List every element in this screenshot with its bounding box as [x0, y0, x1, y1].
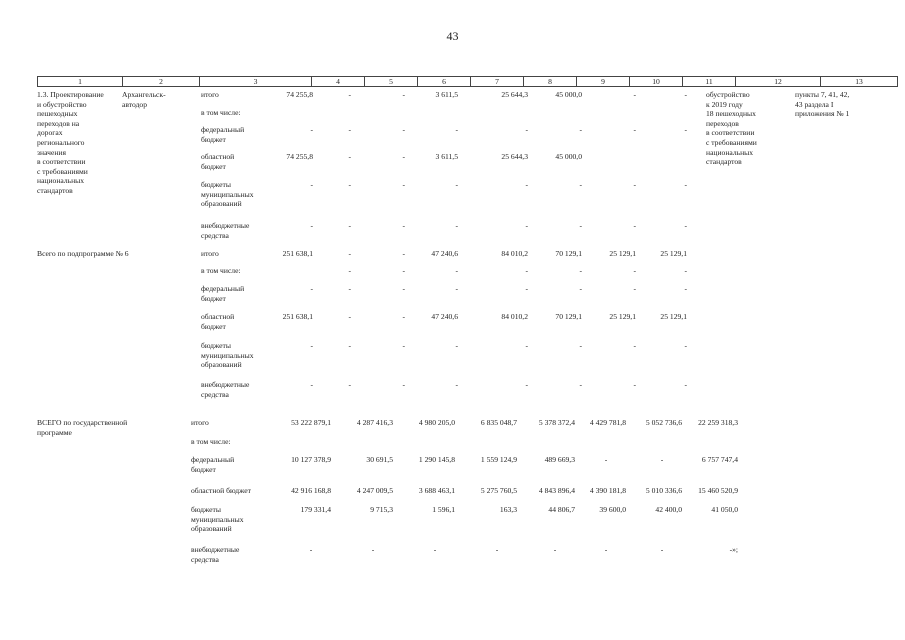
budget-value: - [684, 266, 687, 275]
funding-source-label: муниципальных [191, 514, 244, 524]
reference-line: пункты 7, 41, 42, [795, 90, 850, 99]
budget-value: 3 611,5 [435, 90, 458, 99]
executor-line: Архангельск- [122, 90, 166, 99]
budget-value: 4 390 181,8 [589, 486, 626, 495]
budget-value: - [402, 266, 405, 275]
budget-value: - [348, 341, 351, 350]
budget-value: 1 596,1 [432, 505, 455, 514]
budget-value: - [455, 284, 458, 293]
expected-result-line: с требованиями [706, 138, 757, 147]
budget-value: - [684, 180, 687, 189]
budget-value: - [633, 380, 636, 389]
column-number: 10 [630, 77, 683, 87]
funding-source-label: итого [201, 249, 219, 258]
budget-value: - [348, 284, 351, 293]
budget-value: - [310, 341, 313, 350]
budget-value: 251 638,1 [282, 249, 313, 258]
funding-source-label: внебюджетные [191, 545, 240, 554]
budget-value: - [348, 266, 351, 275]
budget-value: - [633, 125, 636, 134]
budget-value: - [579, 125, 582, 134]
budget-value: - [525, 180, 528, 189]
budget-value: 39 600,0 [599, 505, 626, 514]
funding-source-label: внебюджетные [201, 380, 250, 389]
executor-line: автодор [122, 99, 148, 109]
budget-value: - [684, 284, 687, 293]
budget-value: - [579, 341, 582, 350]
budget-value: 10 127 378,9 [291, 455, 331, 464]
budget-value: - [402, 152, 405, 161]
budget-value: - [402, 341, 405, 350]
budget-value: - [604, 455, 608, 464]
budget-value: 4 980 205,0 [418, 418, 455, 427]
budget-value: - [579, 221, 582, 230]
budget-value: 4 247 009,5 [356, 486, 393, 495]
budget-value: 6 757 747,4 [701, 455, 738, 464]
budget-value: 25 129,1 [660, 249, 687, 258]
budget-value: 70 129,1 [555, 249, 582, 258]
budget-value: 25 644,3 [501, 90, 528, 99]
budget-value: 5 010 336,6 [645, 486, 682, 495]
budget-value: - [402, 284, 405, 293]
budget-value: - [310, 284, 313, 293]
funding-source-label: бюджеты [201, 341, 231, 350]
budget-value: 15 460 520,9 [698, 486, 738, 495]
funding-source-label: средства [201, 230, 229, 240]
expected-result-line: стандартов [706, 157, 742, 167]
measure-name-line: и обустройство [37, 99, 87, 109]
column-number: 6 [418, 77, 471, 87]
budget-value: - [402, 90, 405, 99]
budget-value: - [455, 380, 458, 389]
expected-result-line: в соответствии [706, 128, 755, 138]
budget-value: 74 255,8 [286, 90, 313, 99]
budget-value: -»; [729, 545, 738, 554]
budget-value: 3 688 463,1 [418, 486, 455, 495]
budget-value: 41 050,0 [711, 505, 738, 514]
budget-value: - [402, 312, 405, 321]
funding-source-label: бюджеты [191, 505, 221, 514]
budget-value: - [433, 545, 437, 554]
measure-name-line: регионального [37, 138, 85, 147]
funding-source-label: федеральный [201, 284, 245, 293]
budget-value: - [684, 341, 687, 350]
budget-value: - [348, 125, 351, 134]
program-total-title: программе [37, 427, 72, 437]
budget-value: - [579, 180, 582, 189]
column-header-row [37, 76, 898, 87]
budget-value: - [348, 221, 351, 230]
funding-source-label: средства [191, 554, 219, 564]
funding-source-label: областной [201, 152, 235, 161]
budget-value: 9 715,3 [370, 505, 393, 514]
budget-value: 45 000,0 [555, 152, 582, 161]
budget-value: - [684, 90, 687, 99]
measure-name-line: значения [37, 147, 66, 157]
measure-name-line: с требованиями [37, 166, 88, 176]
budget-value: - [402, 249, 405, 258]
reference-line: 43 раздела I [795, 99, 834, 109]
column-number: 12 [736, 77, 821, 87]
column-number: 5 [365, 77, 418, 87]
funding-source-label: в том числе: [191, 437, 231, 446]
funding-source-label: средства [201, 389, 229, 399]
budget-value: - [525, 380, 528, 389]
budget-value: 179 331,4 [300, 505, 331, 514]
column-number: 7 [471, 77, 524, 87]
budget-value: 42 400,0 [655, 505, 682, 514]
budget-value: - [310, 380, 313, 389]
budget-value: 84 010,2 [501, 312, 528, 321]
budget-value: - [660, 455, 664, 464]
budget-value: - [633, 180, 636, 189]
budget-value: 25 129,1 [609, 249, 636, 258]
funding-source-label: бюджет [201, 321, 226, 331]
budget-value: - [310, 180, 313, 189]
budget-value: 1 290 145,8 [418, 455, 455, 464]
budget-value: 53 222 879,1 [291, 418, 331, 427]
budget-value: 25 129,1 [609, 312, 636, 321]
budget-value: 5 378 372,4 [538, 418, 575, 427]
budget-value: 25 644,3 [501, 152, 528, 161]
budget-value: - [579, 380, 582, 389]
budget-value: - [348, 249, 351, 258]
column-number: 8 [524, 77, 577, 87]
budget-value: - [525, 341, 528, 350]
budget-value: - [348, 90, 351, 99]
budget-value: 6 835 048,7 [480, 418, 517, 427]
funding-source-label: в том числе: [201, 108, 241, 117]
budget-value: - [371, 545, 375, 554]
budget-value: - [633, 90, 636, 99]
column-number: 1 [38, 77, 123, 87]
budget-value: 3 611,5 [435, 152, 458, 161]
budget-value: - [684, 221, 687, 230]
budget-value: - [402, 221, 405, 230]
program-total-title: ВСЕГО по государственной [37, 418, 128, 427]
budget-value: 47 240,6 [431, 312, 458, 321]
page-number: 43 [446, 29, 459, 43]
funding-source-label: образований [191, 524, 232, 534]
funding-source-label: итого [201, 90, 219, 99]
budget-value: 47 240,6 [431, 249, 458, 258]
funding-source-label: образований [201, 199, 242, 209]
column-number: 13 [821, 77, 898, 87]
expected-result-line: национальных [706, 147, 754, 157]
column-number: 3 [200, 77, 312, 87]
budget-value: 74 255,8 [286, 152, 313, 161]
budget-value: 163,3 [499, 505, 517, 514]
budget-value: 25 129,1 [660, 312, 687, 321]
budget-value: - [348, 312, 351, 321]
funding-source-label: бюджет [201, 161, 226, 171]
budget-value: - [633, 221, 636, 230]
measure-name-line: 1.3. Проектирование [37, 90, 104, 99]
budget-value: - [455, 341, 458, 350]
funding-source-label: внебюджетные [201, 221, 250, 230]
budget-value: - [684, 380, 687, 389]
funding-source-label: итого [191, 418, 209, 427]
budget-value: - [553, 545, 557, 554]
budget-value: - [684, 125, 687, 134]
measure-name-line: пешеходных [37, 109, 78, 119]
budget-value: - [660, 545, 664, 554]
budget-value: 489 669,3 [544, 455, 575, 464]
budget-value: - [633, 341, 636, 350]
budget-value: - [579, 266, 582, 275]
measure-name-line: стандартов [37, 186, 73, 195]
funding-source-label: областной [201, 312, 235, 321]
budget-value: - [310, 221, 313, 230]
column-number: 9 [577, 77, 630, 87]
expected-result-line: к 2019 году [706, 99, 743, 109]
funding-source-label: муниципальных [201, 350, 254, 360]
budget-value: - [402, 380, 405, 389]
expected-result-line: обустройство [706, 90, 750, 99]
funding-source-label: областной бюджет [191, 486, 251, 495]
funding-source-label: федеральный [191, 455, 235, 464]
budget-value: 84 010,2 [501, 249, 528, 258]
budget-value: - [348, 380, 351, 389]
budget-value: - [402, 125, 405, 134]
subprogram-total-title: Всего по подпрограмме № 6 [37, 249, 129, 258]
funding-source-label: бюджет [191, 464, 216, 474]
funding-source-label: бюджет [201, 134, 226, 144]
expected-result-line: 18 пешеходных [706, 109, 756, 119]
budget-value: 5 275 760,5 [480, 486, 517, 495]
reference-line: приложения № 1 [795, 109, 850, 119]
budget-value: - [455, 125, 458, 134]
measure-name-line: в соответствии [37, 157, 86, 167]
budget-value: - [455, 266, 458, 275]
column-number: 4 [312, 77, 365, 87]
budget-value: - [525, 284, 528, 293]
budget-value: - [579, 284, 582, 293]
budget-value: - [402, 180, 405, 189]
funding-source-label: муниципальных [201, 189, 254, 199]
budget-value: - [455, 221, 458, 230]
budget-value: 70 129,1 [555, 312, 582, 321]
budget-value: 1 559 124,9 [480, 455, 517, 464]
budget-value: - [348, 180, 351, 189]
budget-value: 44 806,7 [548, 505, 575, 514]
funding-source-label: бюджет [201, 293, 226, 303]
budget-value: - [495, 545, 499, 554]
budget-value: - [525, 221, 528, 230]
funding-source-label: образований [201, 360, 242, 370]
budget-value: 30 691,5 [366, 455, 393, 464]
budget-value: - [525, 266, 528, 275]
budget-value: 4 287 416,3 [356, 418, 393, 427]
funding-source-label: федеральный [201, 125, 245, 134]
budget-value: 5 052 736,6 [645, 418, 682, 427]
budget-value: - [633, 284, 636, 293]
measure-name-line: национальных [37, 176, 85, 186]
funding-source-label: бюджеты [201, 180, 231, 189]
budget-value: 4 429 781,8 [589, 418, 626, 427]
column-number: 2 [123, 77, 200, 87]
column-number: 11 [683, 77, 736, 87]
budget-value: - [348, 152, 351, 161]
budget-value: - [455, 180, 458, 189]
budget-value: 4 843 896,4 [538, 486, 575, 495]
measure-name-line: дорогах [37, 128, 63, 138]
budget-value: - [310, 125, 313, 134]
budget-value: 22 259 318,3 [698, 418, 738, 427]
measure-name-line: переходов на [37, 118, 80, 128]
funding-source-label: в том числе: [201, 266, 241, 275]
expected-result-line: переходов [706, 118, 739, 128]
budget-value: - [525, 125, 528, 134]
budget-value: - [604, 545, 608, 554]
budget-value: 45 000,0 [555, 90, 582, 99]
budget-value: 42 916 168,8 [291, 486, 331, 495]
budget-value: 251 638,1 [282, 312, 313, 321]
budget-value: - [633, 266, 636, 275]
budget-value: - [309, 545, 313, 554]
